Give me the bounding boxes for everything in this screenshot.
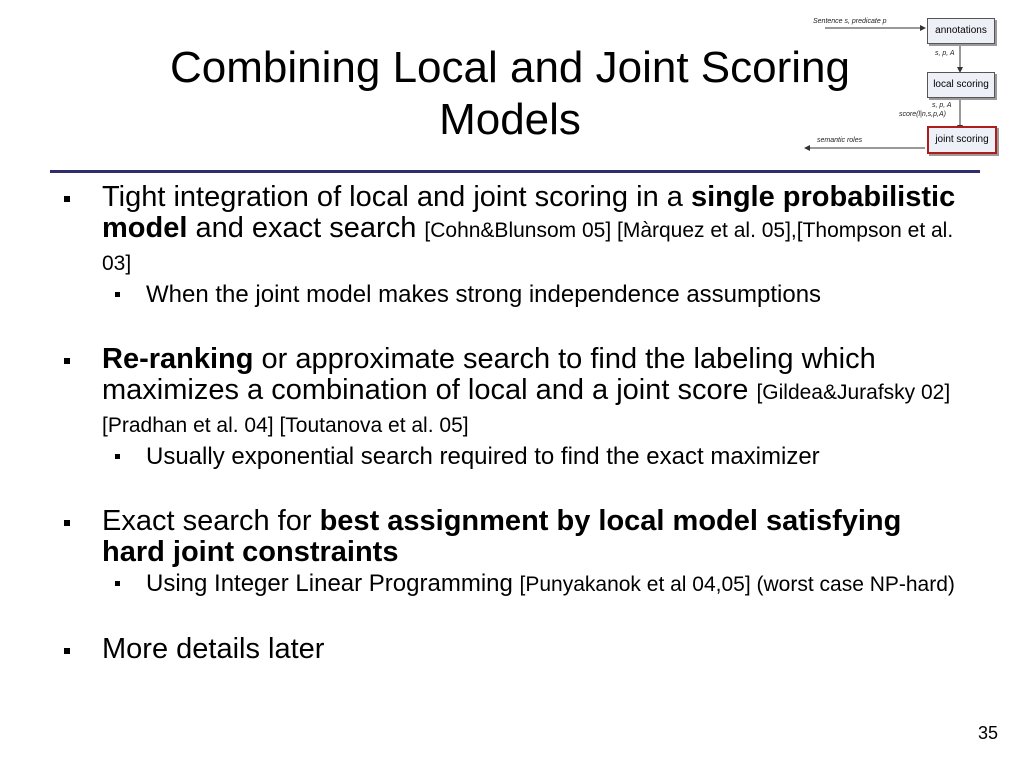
bullet-square-icon xyxy=(64,520,70,526)
bullet-2-text-a: or approximate search to find the labeling which maximizes a combination of local and a joint score xyxy=(102,343,876,406)
bullet-2-bold: Re-ranking xyxy=(102,343,254,375)
bullet-1-text-a: Tight integration of local and joint scoring in a xyxy=(102,181,691,213)
slide-title: Combining Local and Joint Scoring Models xyxy=(170,43,850,144)
bullet-1 xyxy=(60,182,960,279)
title-divider xyxy=(50,170,980,173)
bullet-2-citation: [Gildea&Jurafsky 02] [Pradhan et al. 04] [Toutanova et al. 05] xyxy=(102,381,951,437)
pipeline-diagram xyxy=(795,10,1010,160)
bullet-1-citation: [Cohn&Blunsom 05] [Màrquez et al. 05],[Thompson et al. 03] xyxy=(102,219,954,275)
bullet-square-icon xyxy=(64,648,70,654)
slide-body xyxy=(60,182,960,665)
bullet-3-sub-citation: [Punyakanok et al 04,05] (worst case NP-hard) xyxy=(519,573,955,596)
bullet-square-icon xyxy=(64,358,70,364)
diagram-label-1: s, p, A xyxy=(935,50,955,57)
bullet-1-sub xyxy=(60,281,960,309)
bullet-1-text-b: and exact search xyxy=(187,212,425,244)
bullet-square-icon xyxy=(64,196,70,202)
bullet-1-sub-text: When the joint model makes strong independence assumptions xyxy=(146,281,822,308)
bullet-2 xyxy=(60,344,960,441)
page-number: 35 xyxy=(977,723,998,743)
bullet-4-text: More details later xyxy=(102,633,325,665)
bullet-3 xyxy=(60,506,960,568)
bullet-3-text-a: Exact search for xyxy=(102,505,320,537)
local-scoring-box: local scoring xyxy=(927,72,995,98)
sub-bullet-square-icon xyxy=(115,292,120,297)
sub-bullet-square-icon xyxy=(115,454,120,459)
bullet-4 xyxy=(60,634,960,665)
joint-scoring-box: joint scoring xyxy=(927,126,997,154)
diagram-input-label: Sentence s, predicate p xyxy=(813,18,887,25)
diagram-output-label: semantic roles xyxy=(817,137,863,144)
bullet-3-bold: best assignment by local model satisfying hard joint constraints xyxy=(102,505,902,568)
bullet-3-sub xyxy=(60,570,960,599)
annotations-box: annotations xyxy=(927,18,995,44)
sub-bullet-square-icon xyxy=(115,581,120,586)
bullet-1-bold: single probabilistic model xyxy=(102,181,956,244)
bullet-2-sub xyxy=(60,443,960,471)
diagram-label-2b: score(l|n,s,p,A) xyxy=(899,111,946,118)
diagram-label-2a: s, p, A xyxy=(932,102,952,109)
bullet-2-sub-text: Usually exponential search required to find the exact maximizer xyxy=(146,443,820,470)
bullet-3-sub-text: Using Integer Linear Programming xyxy=(146,570,520,597)
